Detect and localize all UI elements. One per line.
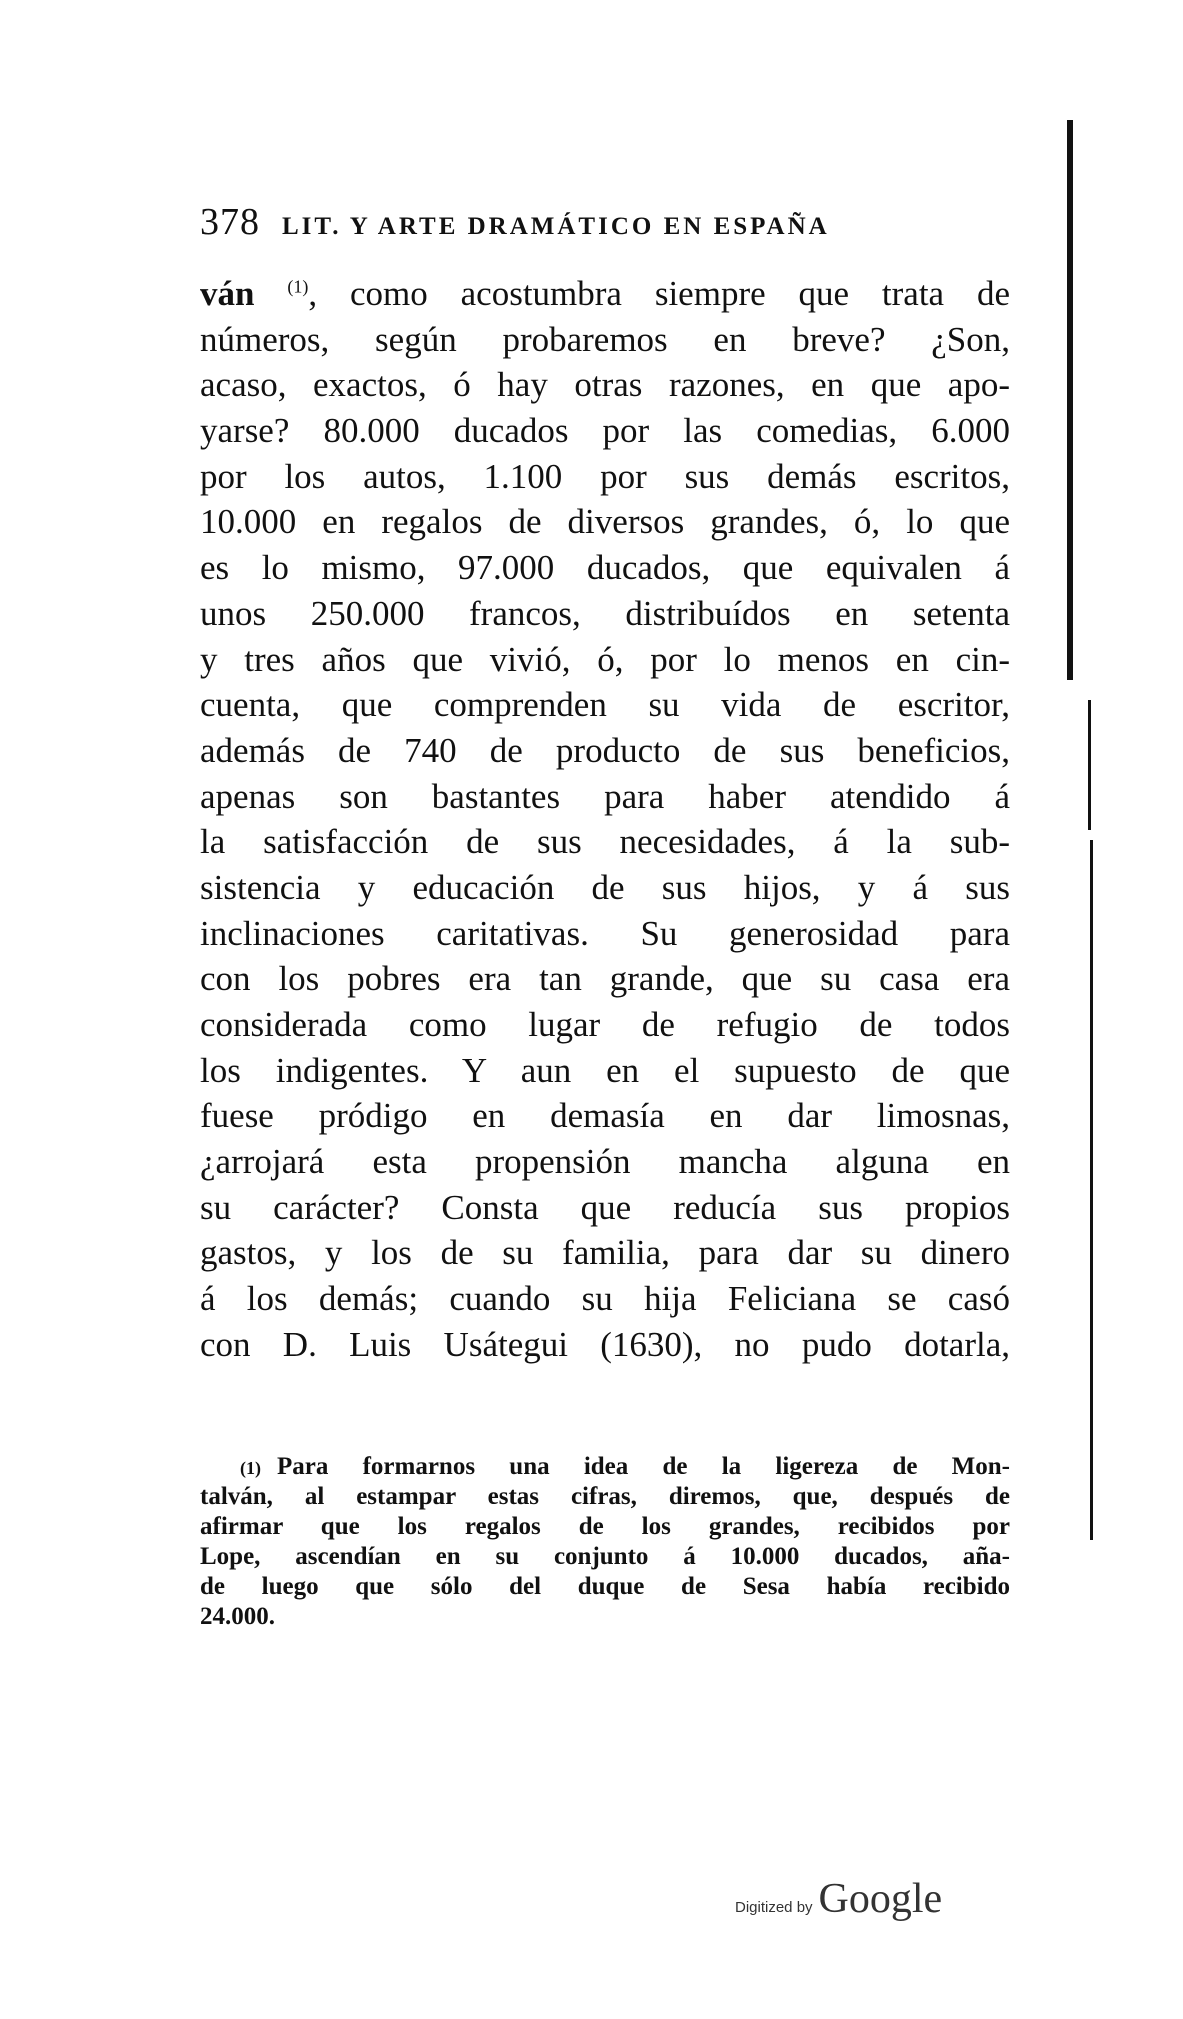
text-line: números, según probaremos en breve? ¿Son, <box>200 319 1010 359</box>
scan-edge-line <box>1067 120 1073 680</box>
footnote-line-content: Para formarnos una idea de la ligereza de Mon- <box>277 1453 1010 1480</box>
text-line: fuese pródigo en demasía en dar limosnas, <box>200 1096 1010 1136</box>
text-line: por los autos, 1.100 por sus demás escritos, <box>200 456 1010 496</box>
footnote-mark: (1) <box>240 1458 261 1478</box>
digitization-watermark <box>735 1875 942 1923</box>
running-head: LIT. Y ARTE DRAMÁTICO EN ESPAÑA <box>282 213 830 240</box>
scan-edge-line <box>1088 700 1091 830</box>
text-line: unos 250.000 francos, distribuídos en setenta <box>200 593 1010 633</box>
footnote-line: 24.000. <box>200 1603 275 1630</box>
page-number: 378 <box>200 201 260 243</box>
first-word: ván <box>200 274 255 313</box>
text-line: apenas son bastantes para haber atendido á <box>200 776 1010 816</box>
footnote-line: de luego que sólo del duque de Sesa había recibido <box>200 1573 1010 1600</box>
text-line: los indigentes. Y aun en el supuesto de que <box>200 1050 1010 1090</box>
footnote-line: talván, al estampar estas cifras, diremos, que, después de <box>200 1483 1010 1510</box>
text-line: cuenta, que comprenden su vida de escritor, <box>200 685 1010 725</box>
body-text <box>200 271 1010 1368</box>
text-line: sistencia y educación de sus hijos, y á sus <box>200 867 1010 907</box>
text-line: 10.000 en regalos de diversos grandes, ó, lo que <box>200 502 1010 542</box>
text-line <box>200 271 1010 317</box>
footnote-line: afirmar que los regalos de los grandes, recibidos por <box>200 1513 1010 1540</box>
text-line: acaso, exactos, ó hay otras razones, en que apo- <box>200 365 1010 405</box>
text-line: yarse? 80.000 ducados por las comedias, 6.000 <box>200 411 1010 451</box>
text-line: es lo mismo, 97.000 ducados, que equivalen á <box>200 548 1010 588</box>
text-line: ¿arrojará esta propensión mancha alguna en <box>200 1142 1010 1182</box>
watermark-prefix: Digitized by <box>735 1899 813 1916</box>
text-line: gastos, y los de su familia, para dar su dinero <box>200 1233 1010 1273</box>
footnote-line <box>200 1452 1010 1482</box>
text-line: á los demás; cuando su hija Feliciana se casó <box>200 1279 1010 1319</box>
footnote-line: Lope, ascendían en su conjunto á 10.000 ducados, aña- <box>200 1543 1010 1570</box>
text-line: con los pobres era tan grande, que su casa era <box>200 959 1010 999</box>
text-line: su carácter? Consta que reducía sus propios <box>200 1187 1010 1227</box>
footnote-reference: (1) <box>287 276 309 297</box>
watermark-brand: Google <box>818 1876 943 1922</box>
text-line: con D. Luis Usátegui (1630), no pudo dotarla, <box>200 1324 1010 1364</box>
text-line-content: , como acostumbra siempre que trata de <box>308 274 1011 313</box>
text-line: además de 740 de producto de sus beneficios, <box>200 730 1010 770</box>
text-line: considerada como lugar de refugio de todos <box>200 1005 1010 1044</box>
scan-edge-line <box>1090 840 1093 1540</box>
page-header <box>200 200 1000 244</box>
text-line: inclinaciones caritativas. Su generosidad para <box>200 913 1010 953</box>
footnote <box>200 1452 1010 1632</box>
text-line: la satisfacción de sus necesidades, á la sub- <box>200 822 1010 862</box>
text-line: y tres años que vivió, ó, por lo menos en cin- <box>200 639 1010 679</box>
